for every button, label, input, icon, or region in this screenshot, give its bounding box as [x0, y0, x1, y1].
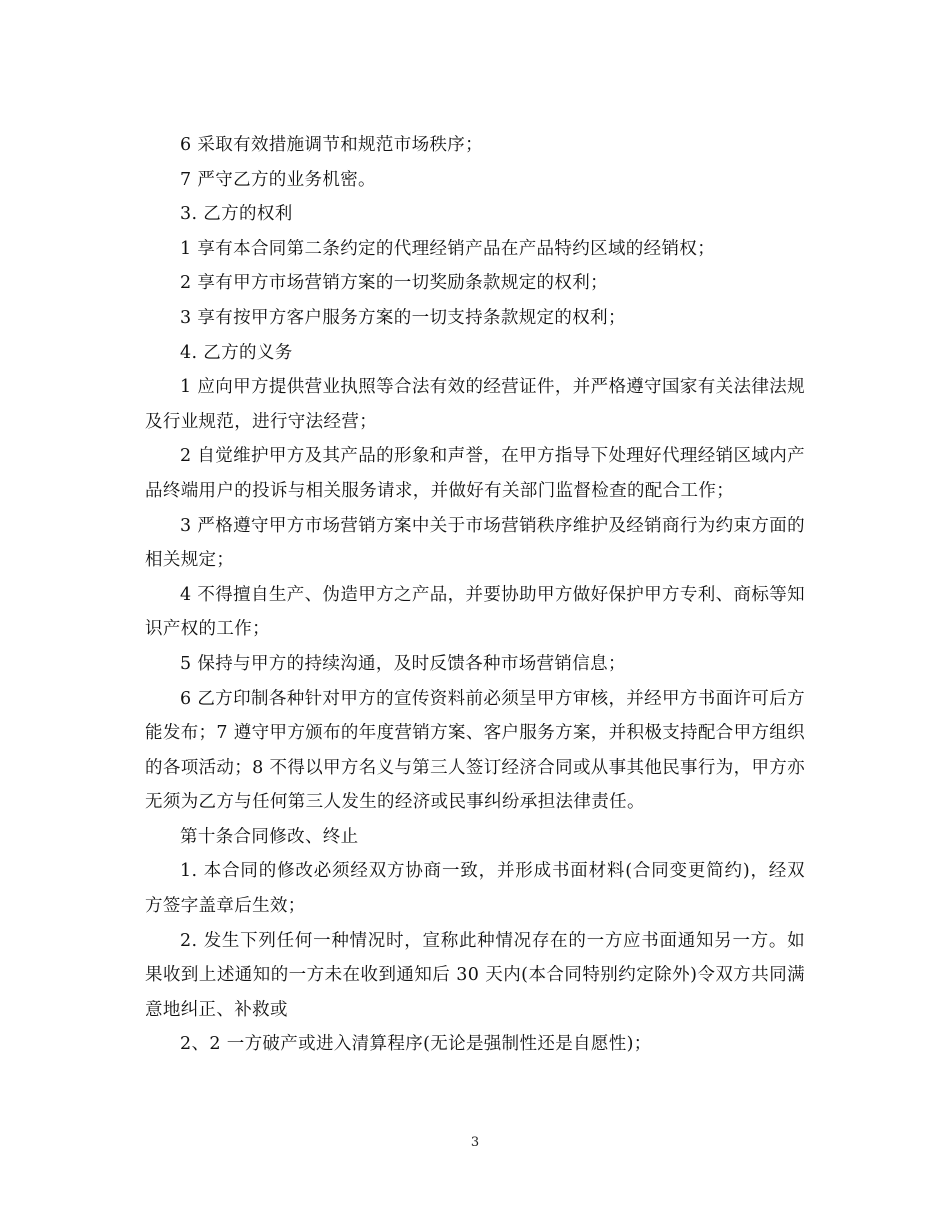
- paragraph: 5 保持与甲方的持续沟通，及时反馈各种市场营销信息；: [180, 653, 626, 674]
- paragraph: 2 自觉维护甲方及其产品的形象和声誉，在甲方指导下处理好代理经销区域内产品终端用户的投诉与相关服务请求，并做好有关部门监督检查的配合工作；: [145, 446, 805, 501]
- paragraph: 2. 发生下列任何一种情况时，宣称此种情况存在的一方应书面通知另一方。如果收到上述通知的一方未在收到通知后 30 天内(本合同特别约定除外)令双方共同满意地纠正、补救或: [145, 930, 805, 1020]
- paragraph: 1. 本合同的修改必须经双方协商一致，并形成书面材料(合同变更简约)，经双方签字盖章后生效；: [145, 861, 805, 917]
- paragraph: 4 不得擅自生产、伪造甲方之产品，并要协助甲方做好保护甲方专利、商标等知识产权的工作；: [145, 584, 805, 640]
- page-number: 3: [470, 1135, 480, 1150]
- paragraph: 7 严守乙方的业务机密。: [180, 169, 376, 190]
- article-heading: 第十条合同修改、终止: [180, 826, 359, 847]
- paragraph: 1 享有本合同第二条约定的代理经销产品在产品特约区域的经销权；: [180, 238, 716, 259]
- paragraph: 1 应向甲方提供营业执照等合法有效的经营证件，并严格遵守国家有关法律法规及行业规范，进行守法经营；: [145, 377, 805, 432]
- paragraph: 2 享有甲方市场营销方案的一切奖励条款规定的权利；: [180, 273, 608, 294]
- section-heading: 4. 乙方的义务: [180, 342, 293, 363]
- paragraph: 6 乙方印制各种针对甲方的宣传资料前必须呈甲方审核，并经甲方书面许可后方能发布；7 遵守甲方颁布的年度营销方案、客户服务方案，并积极支持配合甲方组织的各项活动；8 不得以甲方名义与第三人签订经济合同或从事其他民事行为，甲方亦无须为乙方与任何第三人发生的经济或民事纠纷承担法律责任。: [145, 688, 805, 813]
- paragraph: 2、2 一方破产或进入清算程序(无论是强制性还是自愿性)；: [180, 1034, 652, 1055]
- paragraph: 3 享有按甲方客户服务方案的一切支持条款规定的权利；: [180, 307, 626, 328]
- document-body: [145, 128, 805, 1062]
- paragraph: 6 采取有效措施调节和规范市场秩序；: [180, 135, 483, 155]
- section-heading: 3. 乙方的权利: [180, 204, 293, 225]
- paragraph: 3 严格遵守甲方市场营销方案中关于市场营销秩序维护及经销商行为约束方面的相关规定；: [145, 515, 805, 571]
